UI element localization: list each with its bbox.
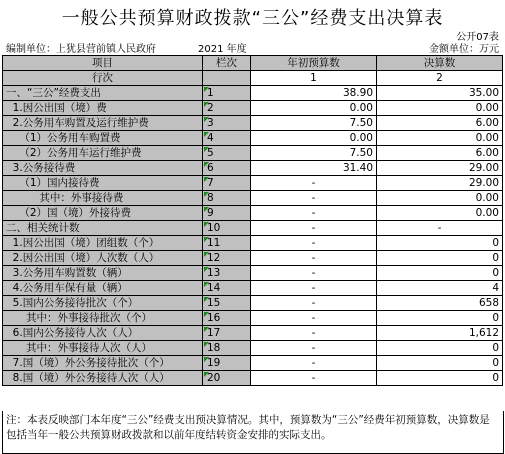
row-seq: 3 bbox=[203, 116, 251, 131]
row-final: 1,612 bbox=[377, 326, 503, 341]
table-row bbox=[3, 356, 503, 371]
row-label: 4.公务用车保有量（辆） bbox=[3, 281, 203, 296]
row-seq: 15 bbox=[203, 296, 251, 311]
cell-marker-icon bbox=[204, 162, 209, 167]
expenditure-table bbox=[2, 55, 503, 386]
row-label: 二、相关统计数 bbox=[3, 221, 203, 236]
cell-marker-icon bbox=[204, 282, 209, 287]
row-seq: 14 bbox=[203, 281, 251, 296]
form-number: 公开07表 bbox=[456, 32, 499, 43]
row-final: 29.00 bbox=[377, 176, 503, 191]
row-budget: - bbox=[251, 341, 377, 356]
row-label: 一、“三公”经费支出 bbox=[3, 86, 203, 101]
row-seq: 4 bbox=[203, 131, 251, 146]
row-budget: - bbox=[251, 176, 377, 191]
row-budget: 31.40 bbox=[251, 161, 377, 176]
table-row bbox=[3, 326, 503, 341]
row-label: 其中：外事接待费 bbox=[3, 191, 203, 206]
row-label: 3.公务接待费 bbox=[3, 161, 203, 176]
row-seq: 5 bbox=[203, 146, 251, 161]
table-row bbox=[3, 281, 503, 296]
table-row bbox=[3, 116, 503, 131]
table-row bbox=[3, 131, 503, 146]
row-label: 2.因公出国（境）人次数（人） bbox=[3, 251, 203, 266]
table-title: 一般公共预算财政拨款“三公”经费支出决算表 bbox=[61, 8, 444, 29]
subheader-col bbox=[203, 71, 251, 86]
row-final: - bbox=[377, 221, 503, 236]
table-row bbox=[3, 191, 503, 206]
row-budget: - bbox=[251, 356, 377, 371]
row-budget: - bbox=[251, 311, 377, 326]
subheader-item: 行次 bbox=[3, 71, 203, 86]
row-final: 0.00 bbox=[377, 191, 503, 206]
row-budget: 7.50 bbox=[251, 116, 377, 131]
table-row bbox=[3, 296, 503, 311]
row-seq: 17 bbox=[203, 326, 251, 341]
row-final: 6.00 bbox=[377, 116, 503, 131]
cell-marker-icon bbox=[204, 297, 209, 302]
row-label: 1.因公出国（境）费 bbox=[3, 101, 203, 116]
row-final: 35.00 bbox=[377, 86, 503, 101]
cell-marker-icon bbox=[204, 102, 209, 107]
row-label: （2）国（境）外接待费 bbox=[3, 206, 203, 221]
row-budget: - bbox=[251, 266, 377, 281]
row-budget: 7.50 bbox=[251, 146, 377, 161]
cell-marker-icon bbox=[204, 207, 209, 212]
row-seq: 11 bbox=[203, 236, 251, 251]
row-final: 0 bbox=[377, 371, 503, 386]
row-seq: 2 bbox=[203, 101, 251, 116]
row-budget: - bbox=[251, 281, 377, 296]
compiling-unit: 编制单位：上犹县营前镇人民政府 bbox=[6, 44, 156, 55]
cell-marker-icon bbox=[204, 252, 209, 257]
cell-marker-icon bbox=[204, 147, 209, 152]
row-label: 其中：外事接待批次（个） bbox=[3, 311, 203, 326]
row-final: 0 bbox=[377, 356, 503, 371]
row-budget: - bbox=[251, 371, 377, 386]
row-final: 0.00 bbox=[377, 131, 503, 146]
row-label: （1）国内接待费 bbox=[3, 176, 203, 191]
row-seq: 6 bbox=[203, 161, 251, 176]
row-seq: 13 bbox=[203, 266, 251, 281]
row-label: 其中：外事接待人次（人） bbox=[3, 341, 203, 356]
row-label: 6.国内公务接待人次（人） bbox=[3, 326, 203, 341]
row-budget: - bbox=[251, 221, 377, 236]
table-row bbox=[3, 266, 503, 281]
row-label: 8.国（境）外公务接待人次（人） bbox=[3, 371, 203, 386]
row-budget: - bbox=[251, 206, 377, 221]
table-row bbox=[3, 161, 503, 176]
row-final: 0.00 bbox=[377, 206, 503, 221]
subheader-final: 2 bbox=[377, 71, 503, 86]
table-row bbox=[3, 206, 503, 221]
row-budget: - bbox=[251, 326, 377, 341]
table-row bbox=[3, 221, 503, 236]
footnote: 注：本表反映部门本年度“三公”经费支出预决算情况。其中，预算数为“三公”经费年初预算数，决算数是包括当年一般公共预算财政拨款和以前年度结转资金安排的实际支出。 bbox=[2, 411, 504, 454]
cell-marker-icon bbox=[204, 222, 209, 227]
cell-marker-icon bbox=[204, 342, 209, 347]
table-row bbox=[3, 341, 503, 356]
row-final: 0.00 bbox=[377, 101, 503, 116]
fiscal-year: 2021 年度 bbox=[198, 44, 247, 55]
row-label: （1）公务用车购置费 bbox=[3, 131, 203, 146]
row-budget: - bbox=[251, 236, 377, 251]
row-seq: 8 bbox=[203, 191, 251, 206]
row-seq: 16 bbox=[203, 311, 251, 326]
header-row bbox=[3, 56, 503, 71]
row-final: 4 bbox=[377, 281, 503, 296]
header-item: 项目 bbox=[3, 56, 203, 71]
cell-marker-icon bbox=[204, 372, 209, 377]
header-budget: 年初预算数 bbox=[251, 56, 377, 71]
row-label: 3.公务用车购置数（辆） bbox=[3, 266, 203, 281]
row-label: 7.国（境）外公务接待批次（个） bbox=[3, 356, 203, 371]
row-label: 1.因公出国（境）团组数（个） bbox=[3, 236, 203, 251]
header-final: 决算数 bbox=[377, 56, 503, 71]
row-final: 658 bbox=[377, 296, 503, 311]
subheader-row bbox=[3, 71, 503, 86]
row-budget: 0.00 bbox=[251, 101, 377, 116]
cell-marker-icon bbox=[204, 132, 209, 137]
table-row bbox=[3, 176, 503, 191]
row-seq: 19 bbox=[203, 356, 251, 371]
row-budget: - bbox=[251, 191, 377, 206]
row-label: 2.公务用车购置及运行维护费 bbox=[3, 116, 203, 131]
cell-marker-icon bbox=[204, 327, 209, 332]
row-seq: 1 bbox=[203, 86, 251, 101]
row-label: （2）公务用车运行维护费 bbox=[3, 146, 203, 161]
currency-unit: 金额单位：万元 bbox=[429, 44, 499, 55]
row-final: 0 bbox=[377, 311, 503, 326]
row-budget: 38.90 bbox=[251, 86, 377, 101]
row-budget: - bbox=[251, 296, 377, 311]
row-budget: - bbox=[251, 251, 377, 266]
cell-marker-icon bbox=[204, 192, 209, 197]
cell-marker-icon bbox=[204, 312, 209, 317]
table-row bbox=[3, 251, 503, 266]
table-row bbox=[3, 236, 503, 251]
cell-marker-icon bbox=[204, 357, 209, 362]
table-row bbox=[3, 146, 503, 161]
cell-marker-icon bbox=[204, 117, 209, 122]
row-final: 0 bbox=[377, 341, 503, 356]
row-final: 6.00 bbox=[377, 146, 503, 161]
row-seq: 18 bbox=[203, 341, 251, 356]
cell-marker-icon bbox=[204, 87, 209, 92]
cell-marker-icon bbox=[204, 267, 209, 272]
table-row bbox=[3, 101, 503, 116]
row-seq: 9 bbox=[203, 206, 251, 221]
row-seq: 12 bbox=[203, 251, 251, 266]
table-row bbox=[3, 311, 503, 326]
row-seq: 7 bbox=[203, 176, 251, 191]
row-budget: 0.00 bbox=[251, 131, 377, 146]
row-final: 0 bbox=[377, 251, 503, 266]
row-seq: 10 bbox=[203, 221, 251, 236]
subheader-budget: 1 bbox=[251, 71, 377, 86]
row-seq: 20 bbox=[203, 371, 251, 386]
row-final: 0 bbox=[377, 236, 503, 251]
table-row bbox=[3, 86, 503, 101]
header-col: 栏次 bbox=[203, 56, 251, 71]
row-label: 5.国内公务接待批次（个） bbox=[3, 296, 203, 311]
row-final: 29.00 bbox=[377, 161, 503, 176]
cell-marker-icon bbox=[204, 237, 209, 242]
cell-marker-icon bbox=[204, 177, 209, 182]
row-final: 0 bbox=[377, 266, 503, 281]
table-row bbox=[3, 371, 503, 386]
